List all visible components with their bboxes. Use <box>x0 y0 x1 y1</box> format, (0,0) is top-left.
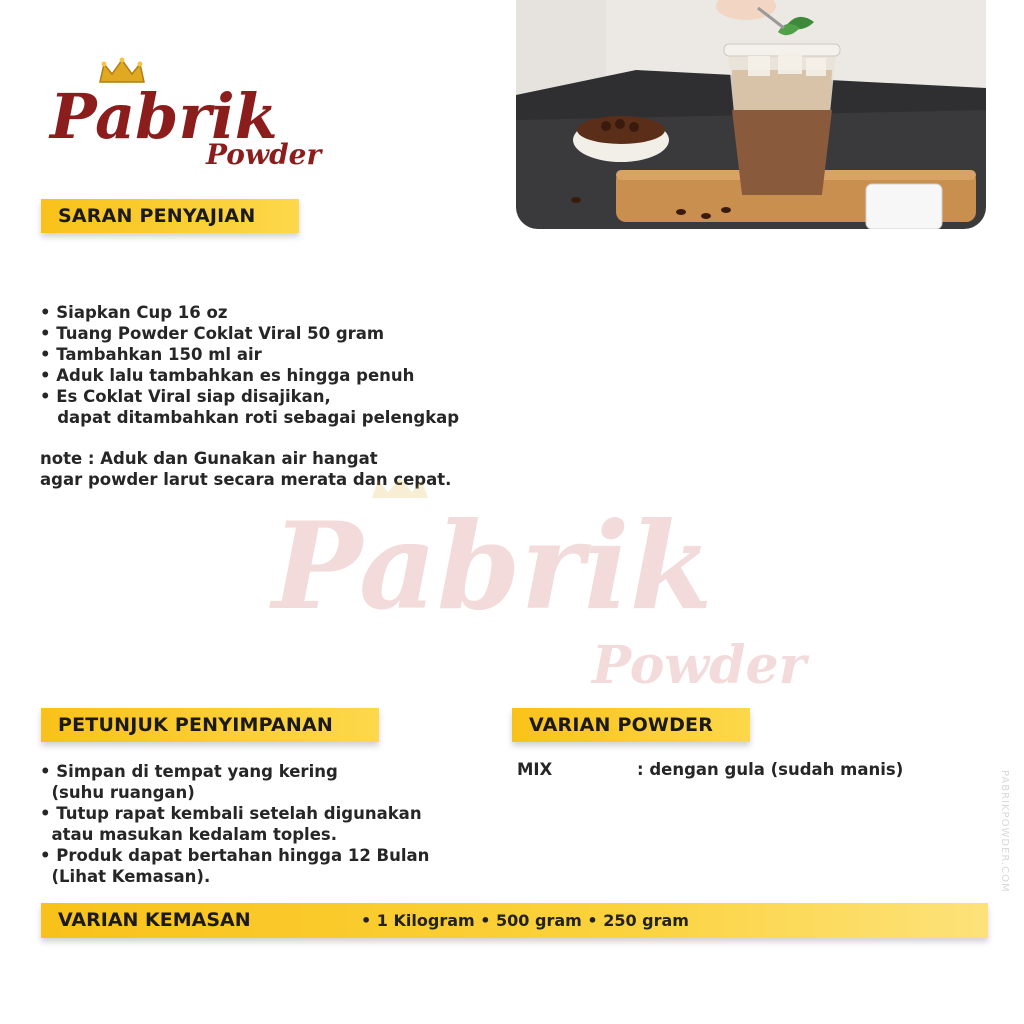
storage-instructions <box>40 761 429 887</box>
brand-logo <box>46 56 326 176</box>
variant-heading: VARIAN POWDER <box>512 708 750 742</box>
storage-heading: PETUNJUK PENYIMPANAN <box>41 708 379 742</box>
list-item: • Aduk lalu tambahkan es hingga penuh <box>40 366 415 385</box>
logo-main-text: Pabrik <box>50 80 278 153</box>
crown-icon <box>100 58 144 83</box>
side-url-watermark: PABRIKPOWDER.COM <box>999 770 1010 893</box>
list-item: • Produk dapat bertahan hingga 12 Bulan <box>40 846 430 865</box>
list-item: (Lihat Kemasan). <box>40 867 211 886</box>
list-item: (suhu ruangan) <box>40 783 195 802</box>
serving-steps <box>40 302 459 428</box>
svg-text:Pabrik: Pabrik <box>272 496 713 637</box>
serving-heading: SARAN PENYAJIAN <box>41 199 299 233</box>
logo-sub-text: Powder <box>206 138 322 171</box>
list-item: • Es Coklat Viral siap disajikan, <box>40 387 331 406</box>
list-item: • Simpan di tempat yang kering <box>40 762 338 781</box>
note-line: note : Aduk dan Gunakan air hangat <box>40 449 378 468</box>
packaging-heading: VARIAN KEMASAN <box>58 909 251 931</box>
list-item: • Siapkan Cup 16 oz <box>40 303 228 322</box>
brand-watermark <box>262 478 832 708</box>
logo-graphic <box>46 56 326 176</box>
product-photo <box>516 0 986 229</box>
variant-name: MIX <box>517 760 553 779</box>
list-item: • Tuang Powder Coklat Viral 50 gram <box>40 324 385 343</box>
list-item: • Tambahkan 150 ml air <box>40 345 262 364</box>
note-line: agar powder larut secara merata dan cepat. <box>40 470 452 489</box>
list-item: atau masukan kedalam toples. <box>40 825 337 844</box>
variant-description: : dengan gula (sudah manis) <box>637 760 904 779</box>
list-item: • Tutup rapat kembali setelah digunakan <box>40 804 422 823</box>
packaging-bar <box>41 903 988 938</box>
packaging-options: • 1 Kilogram • 500 gram • 250 gram <box>361 911 689 930</box>
list-item: dapat ditambahkan roti sebagai pelengkap <box>40 408 460 427</box>
svg-text:Powder: Powder <box>592 635 806 696</box>
